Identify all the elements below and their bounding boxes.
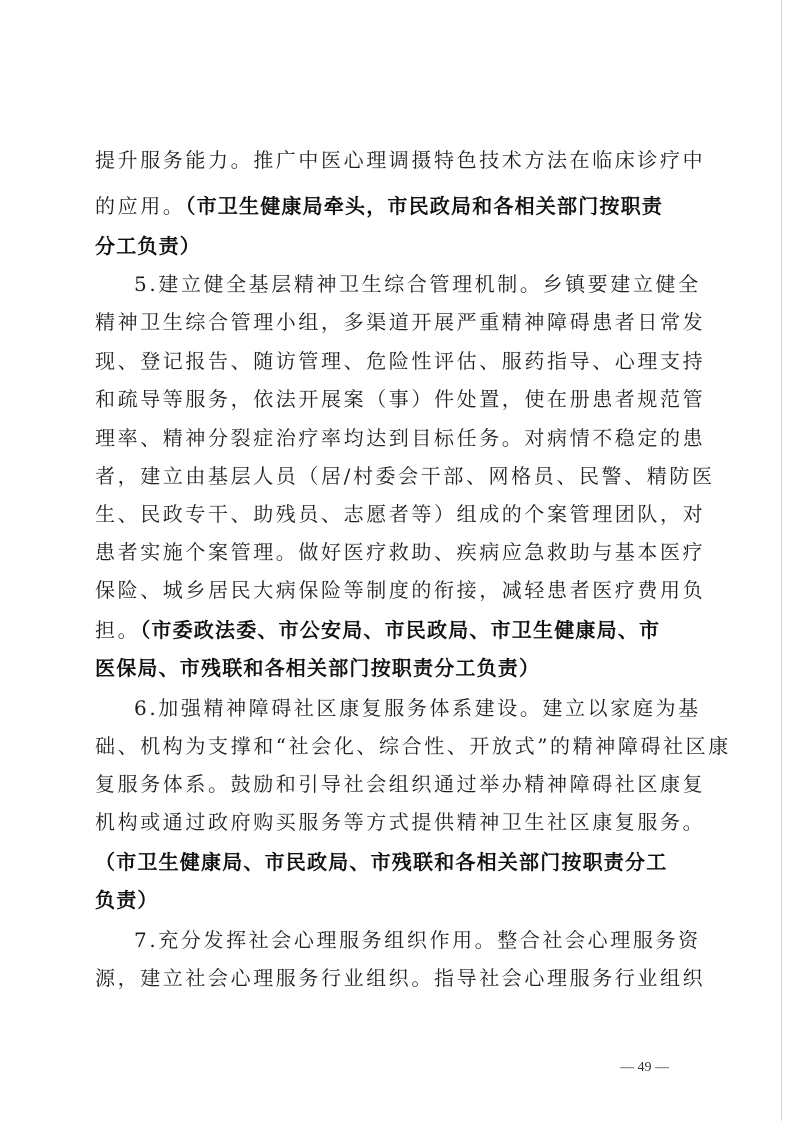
line-text: 础、机构为支撑和“社会化、综合性、开放式”的精神障碍社区康 (95, 734, 731, 758)
page-number: — 49 — (620, 1060, 669, 1075)
responsibility-note (95, 654, 695, 682)
section-heading-5 (134, 270, 701, 298)
line-text: 提升服务能力。推广中医心理调摄特色技术方法在临床诊疗中 (95, 148, 706, 172)
responsibility-note (95, 886, 695, 914)
line-text: 医保局、市残联和各相关部门按职责分工负责） (95, 656, 541, 680)
text-line (95, 192, 695, 220)
text-line (95, 964, 706, 992)
text-line (95, 146, 706, 174)
line-text: 者，建立由基层人员（居/村委会干部、网格员、民警、精防医 (95, 464, 715, 488)
line-text: 和疏导等服务，依法开展案（事）件处置，使在册患者规范管 (95, 387, 706, 411)
text-line (95, 500, 706, 528)
line-text: 7.充分发挥社会心理服务组织作用。整合社会心理服务资 (134, 928, 701, 952)
responsibility-note: （市委政法委、市公安局、市民政局、市卫生健康局、市 (140, 618, 661, 642)
text-line (95, 462, 715, 490)
line-text: 源，建立社会心理服务行业组织。指导社会心理服务行业组织 (95, 966, 706, 990)
line-text: 5.建立健全基层精神卫生综合管理机制。乡镇要建立健全 (134, 272, 701, 296)
line-text: 复服务体系。鼓励和引导社会组织通过举办精神障碍社区康复 (95, 772, 706, 796)
line-text: 现、登记报告、随访管理、危险性评估、服药指导、心理支持 (95, 349, 706, 373)
text-line (95, 308, 706, 336)
text-line (95, 770, 706, 798)
line-text: 负责） (95, 888, 159, 912)
line-text: 理率、精神分裂症治疗率均达到目标任务。对病情不稳定的患 (95, 426, 706, 450)
responsibility-note (95, 232, 695, 260)
text-line (95, 616, 695, 644)
text-line (95, 385, 706, 413)
responsibility-note (95, 848, 695, 876)
line-text: （市卫生健康局、市民政局、市残联和各相关部门按职责分工 (95, 850, 668, 874)
line-text: 6.加强精神障碍社区康复服务体系建设。建立以家庭为基 (134, 696, 701, 720)
line-text: 机构或通过政府购买服务等方式提供精神卫生社区康复服务。 (95, 810, 706, 834)
responsibility-note: （市卫生健康局牵头，市民政局和各相关部门按职责 (185, 194, 664, 218)
line-text: 患者实施个案管理。做好医疗救助、疾病应急救助与基本医疗 (95, 540, 706, 564)
text-line (95, 808, 706, 836)
line-text: 精神卫生综合管理小组，多渠道开展严重精神障碍患者日常发 (95, 310, 706, 334)
line-text: 担。 (95, 618, 141, 642)
text-line (95, 347, 706, 375)
section-heading-7 (134, 926, 701, 954)
line-text: 分工负责） (95, 234, 201, 258)
text-line (95, 732, 731, 760)
text-line (95, 576, 706, 604)
line-text: 的应用。 (95, 194, 186, 218)
section-heading-6 (134, 694, 701, 722)
text-line (95, 424, 706, 452)
line-text: 生、民政专干、助残员、志愿者等）组成的个案管理团队，对 (95, 502, 706, 526)
line-text: 保险、城乡居民大病保险等制度的衔接，减轻患者医疗费用负 (95, 578, 706, 602)
scan-edge-line (781, 0, 782, 1121)
text-line (95, 538, 706, 566)
